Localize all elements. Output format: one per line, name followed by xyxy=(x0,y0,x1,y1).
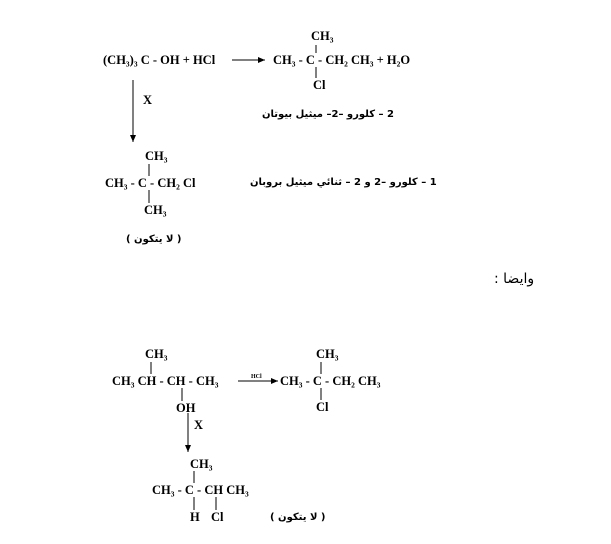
reaction1-side-bottom-methyl: CH₃ xyxy=(144,203,167,217)
reaction1-reactant: (CH₃)₃ C - OH + HCl xyxy=(103,53,216,67)
reaction1-side-arrow-label: X xyxy=(143,93,153,107)
reaction2-reagent: HCl xyxy=(251,374,262,380)
reaction1-product-top-methyl: CH₃ xyxy=(311,29,334,43)
reaction1-side-name: 1 – كلورو –2 و 2 – ثنائي ميثيل بروبان xyxy=(250,177,437,188)
reaction1-side-note: ( لا يتكون ) xyxy=(126,234,182,245)
reaction2-reactant-formula: CH₃ CH - CH - CH₃ xyxy=(112,374,219,388)
reaction2-side-top-methyl: CH₃ xyxy=(190,457,213,471)
also-label: وايضا : xyxy=(494,271,535,287)
reaction2-reactant-top-methyl: CH₃ xyxy=(145,347,168,361)
reaction1-side-formula: CH₃ - C - CH₂ Cl xyxy=(105,176,196,190)
reaction2-reactant-hydroxyl: OH xyxy=(176,401,196,415)
reaction2-side-formula: CH₃ - C - CH CH₃ xyxy=(152,483,249,497)
reaction2-product-chlorine: Cl xyxy=(316,400,329,414)
reaction1-product-formula: CH₃ - C - CH₂ CH₃ + H₂O xyxy=(273,53,411,67)
reaction1-product-name: 2 – كلورو –2– ميثيل بيوتان xyxy=(262,109,395,120)
reaction2-side-chlorine: Cl xyxy=(211,510,224,524)
reaction2-side-arrow-label: X xyxy=(194,418,204,432)
reaction2-side-hydrogen: H xyxy=(190,510,200,524)
reaction2-product-top-methyl: CH₃ xyxy=(316,347,339,361)
reaction1-side-top-methyl: CH₃ xyxy=(145,149,168,163)
reaction1-product-chlorine: Cl xyxy=(313,78,326,92)
reaction2-product-formula: CH₃ - C - CH₂ CH₃ xyxy=(280,374,381,388)
reaction2-side-note: ( لا يتكون ) xyxy=(270,512,326,523)
